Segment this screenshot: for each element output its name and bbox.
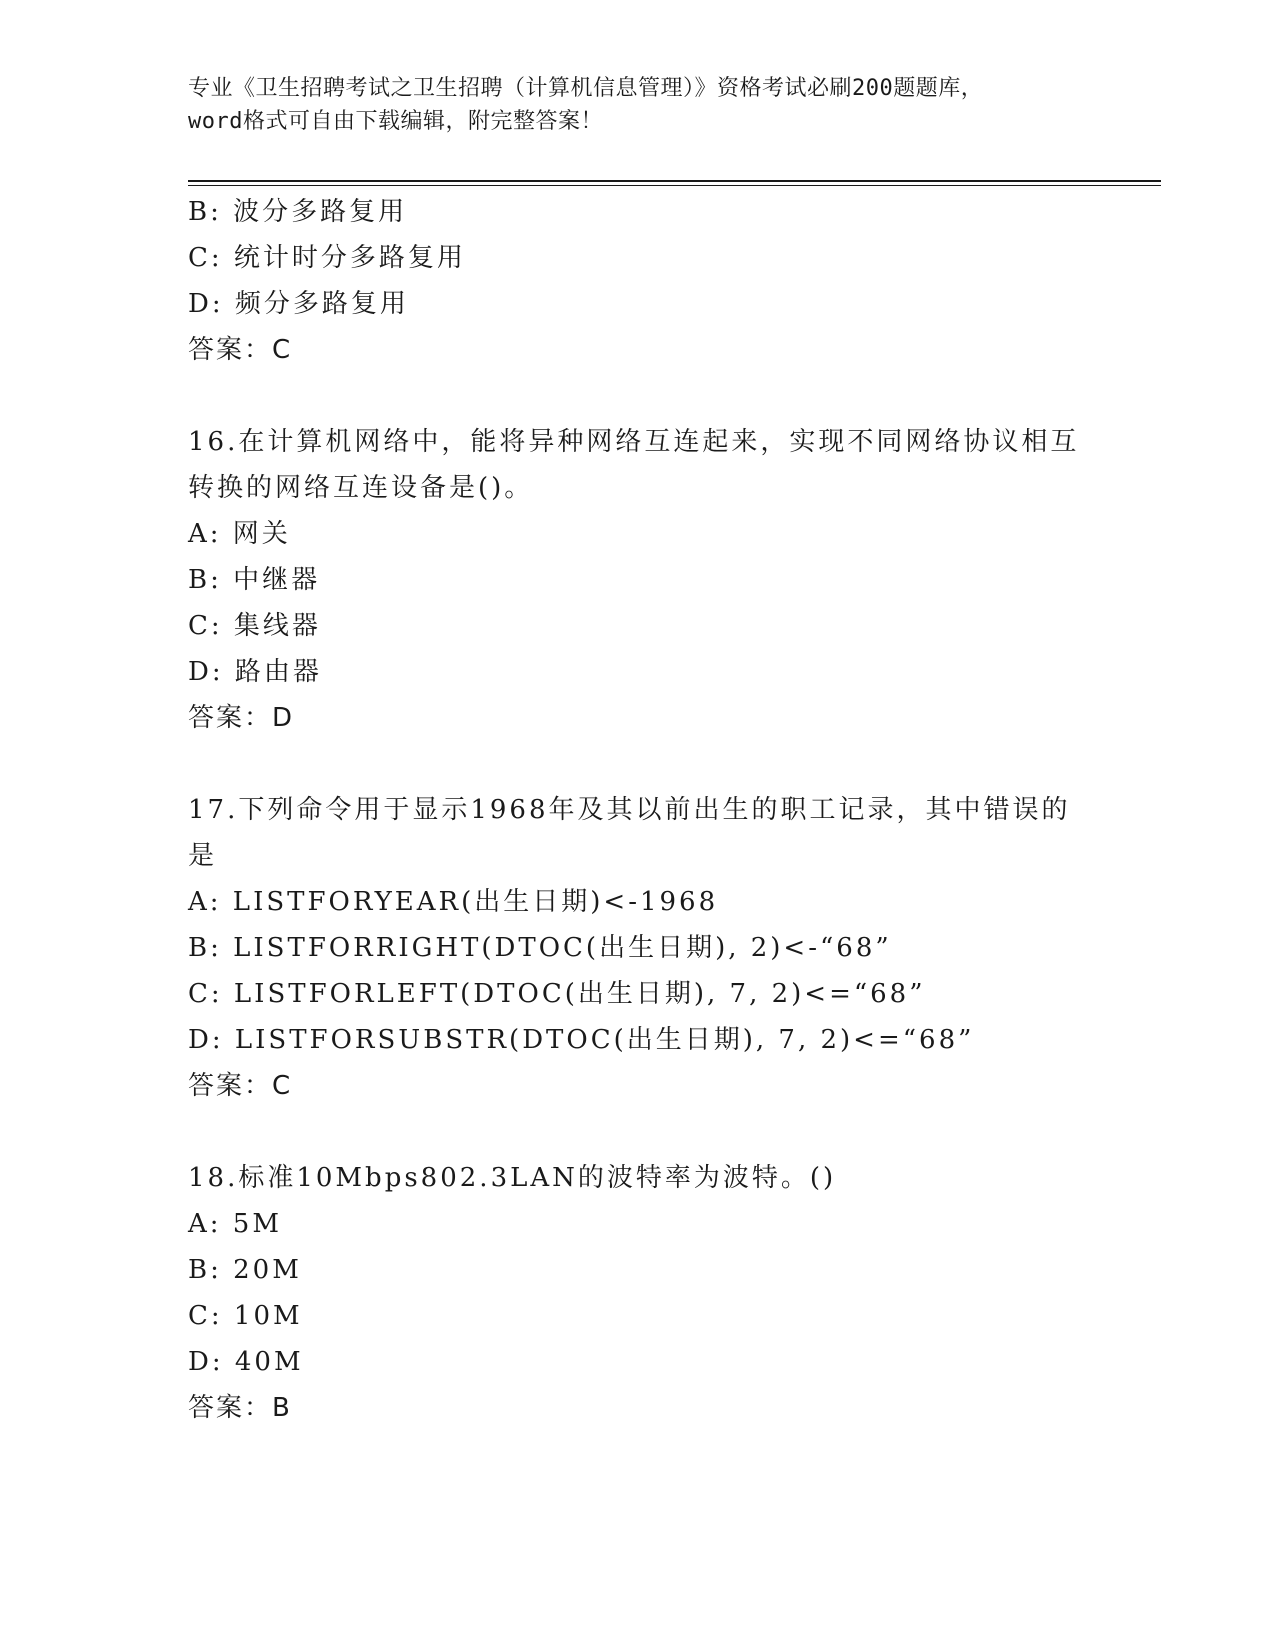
header-line-1: 专业《卫生招聘考试之卫生招聘（计算机信息管理）》资格考试必刷200题题库， <box>188 76 984 101</box>
option-d: D: 40M <box>188 1347 304 1377</box>
option-b: B: LISTFORRIGHT(DTOC(出生日期), 2)<-“68” <box>188 933 892 963</box>
option-b: B: 20M <box>188 1255 302 1285</box>
option-a: A: 5M <box>188 1209 282 1239</box>
option-c: C: 集线器 <box>188 611 321 641</box>
answer-line: 答案：C <box>188 335 293 365</box>
question-18 <box>188 1155 1088 1431</box>
option-d: D: 频分多路复用 <box>188 289 409 319</box>
question-17 <box>188 787 1088 1109</box>
option-d: D: 路由器 <box>188 657 322 687</box>
spacer <box>188 1109 1088 1155</box>
question-15 <box>188 189 1088 373</box>
question-stem-line-2: 转换的网络互连设备是()。 <box>188 473 534 503</box>
spacer <box>188 741 1088 787</box>
option-c: C: 统计时分多路复用 <box>188 243 466 273</box>
option-c: C: LISTFORLEFT(DTOC(出生日期), 7, 2)<=“68” <box>188 979 926 1009</box>
header-rule-thin <box>188 185 1161 186</box>
document-body <box>188 189 1088 1431</box>
header-line-2: word格式可自由下载编辑，附完整答案！ <box>188 109 603 134</box>
option-d: D: LISTFORSUBSTR(DTOC(出生日期), 7, 2)<=“68” <box>188 1025 975 1055</box>
option-b: B: 波分多路复用 <box>188 197 408 227</box>
question-stem-line-1: 16.在计算机网络中，能将异种网络互连起来，实现不同网络协议相互 <box>188 427 1080 457</box>
header-rule-thick <box>188 180 1161 182</box>
option-b: B: 中继器 <box>188 565 321 595</box>
question-stem-line-1: 17.下列命令用于显示1968年及其以前出生的职工记录，其中错误的 <box>188 795 1071 825</box>
option-a: A: LISTFORYEAR(出生日期)<-1968 <box>188 887 719 917</box>
answer-line: 答案：C <box>188 1071 293 1101</box>
answer-line: 答案：B <box>188 1393 292 1423</box>
answer-line: 答案：D <box>188 703 295 733</box>
document-header <box>188 72 1088 138</box>
spacer <box>188 373 1088 419</box>
question-16 <box>188 419 1088 741</box>
question-stem-line-1: 18.标准10Mbps802.3LAN的波特率为波特。() <box>188 1163 837 1193</box>
option-c: C: 10M <box>188 1301 303 1331</box>
question-stem-line-2: 是 <box>188 841 218 871</box>
option-a: A: 网关 <box>188 519 291 549</box>
